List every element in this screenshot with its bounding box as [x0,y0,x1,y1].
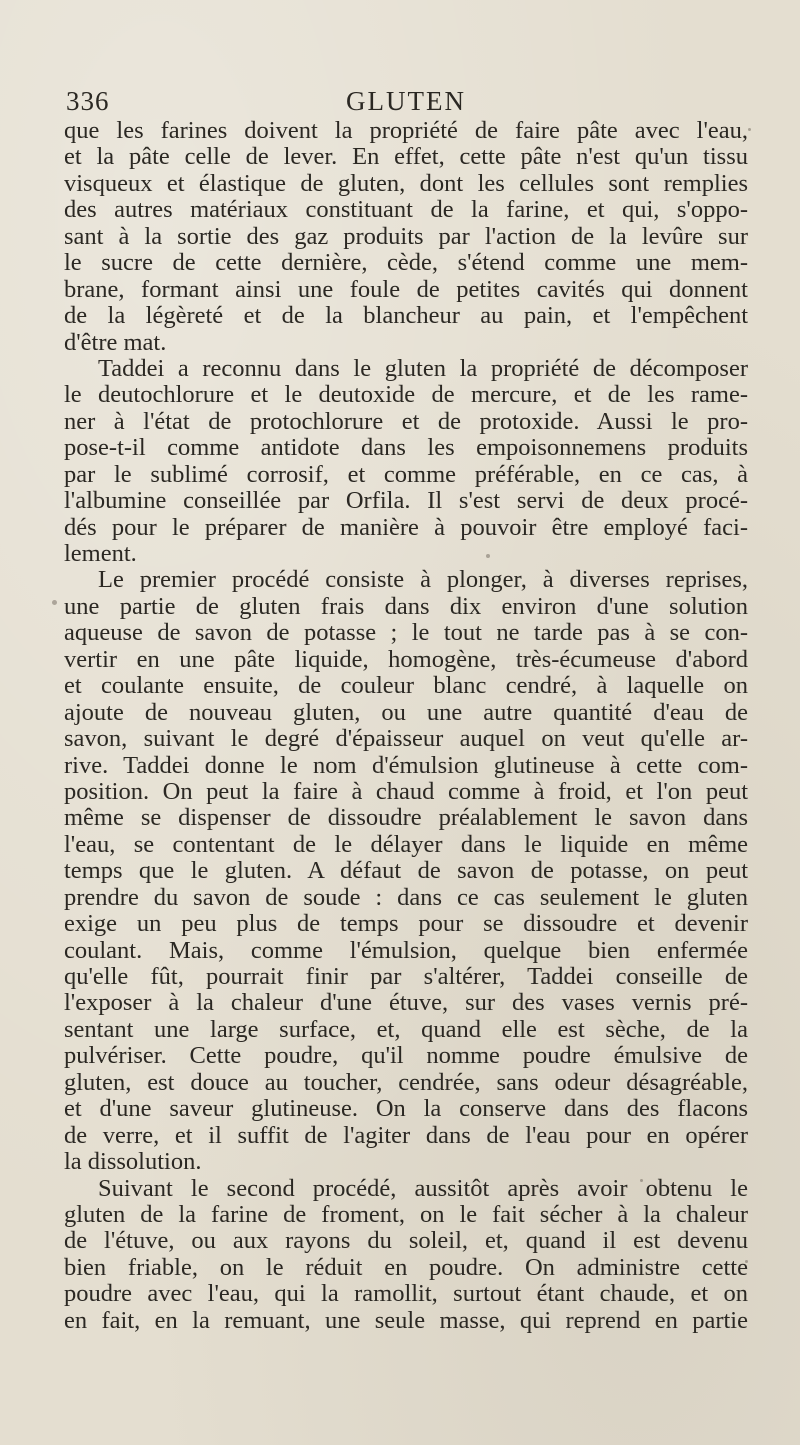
text-line: et d'une saveur glutineuse. On la conserve dans des flacons [64,1095,748,1123]
text-line: aqueuse de savon de potasse ; le tout ne tarde pas à se con- [64,619,748,647]
text-line: gluten, est douce au toucher, cendrée, sans odeur désagréable, [64,1068,748,1096]
text-line: pulvériser. Cette poudre, qu'il nomme poudre émulsive de [64,1042,748,1070]
running-title: GLUTEN [346,86,466,116]
text-line: vertir en une pâte liquide, homogène, très-écumeuse d'abord [64,645,748,673]
text-line: de la légèreté et de la blancheur au pain, et l'empêchent [64,302,748,330]
text-line: sentant une large surface, et, quand elle est sèche, de la [64,1015,748,1043]
paper-speck [640,1179,643,1182]
text-line: ajoute de nouveau gluten, ou une autre quantité d'eau de [64,698,748,726]
text-line: pose-t-il comme antidote dans les empoisonnemens produits [64,434,748,462]
paper-speck [52,600,57,605]
text-line: même se dispenser de dissoudre préalablement le savon dans [64,804,748,832]
text-line: et la pâte celle de lever. En effet, cette pâte n'est qu'un tissu [64,143,748,171]
paper-speck [745,1260,748,1263]
text-line: en fait, en la remuant, une seule masse, qui reprend en partie [64,1306,748,1334]
text-line: temps que le gluten. A défaut de savon de potasse, on peut [64,857,748,885]
text-line: gluten de la farine de froment, on le fait sécher à la chaleur [64,1200,748,1228]
text-line: le sucre de cette dernière, cède, s'étend comme une mem- [64,249,748,277]
text-line: exige un peu plus de temps pour se dissoudre et devenir [64,910,748,938]
paragraph-end-line: d'être mat. [64,328,167,356]
paragraph-start-line: Taddei a reconnu dans le gluten la propriété de décomposer [98,354,748,382]
text-line: prendre du savon de soude : dans ce cas seulement le gluten [64,883,748,911]
text-line: dés pour le préparer de manière à pouvoir être employé faci- [64,513,748,541]
text-line: sant à la sortie des gaz produits par l'action de la levûre sur [64,222,748,250]
text-line: qu'elle fût, pourrait finir par s'altérer, Taddei conseille de [64,963,748,990]
paper-speck [486,554,490,558]
text-line: bien friable, on le réduit en poudre. On administre cette [64,1253,748,1281]
text-line: par le sublimé corrosif, et comme préférable, en ce cas, à [64,460,748,488]
text-line: l'eau, se contentant de le délayer dans le liquide en même [64,830,748,858]
text-line: position. On peut la faire à chaud comme à froid, et l'on peut [64,777,748,805]
paragraph-start-line: Le premier procédé consiste à plonger, à diverses reprises, [98,566,748,594]
text-line: que les farines doivent la propriété de faire pâte avec l'eau, [64,117,748,144]
text-line: des autres matériaux constituant de la farine, et qui, s'oppo- [64,196,748,224]
paper-speck [748,128,751,131]
text-line: visqueux et élastique de gluten, dont les cellules sont remplies [64,169,748,197]
text-line: l'albumine conseillée par Orfila. Il s'est servi de deux procé- [64,487,748,515]
paragraph-end-line: lement. [64,540,137,567]
text-line: le deutochlorure et le deutoxide de mercure, et de les rame- [64,381,748,409]
text-line: savon, suivant le degré d'épaisseur auquel on veut qu'elle ar- [64,725,748,753]
paragraph-end-line: la dissolution. [64,1148,202,1176]
text-line: ner à l'état de protochlorure et de protoxide. Aussi le pro- [64,407,748,435]
paragraph-start-line: Suivant le second procédé, aussitôt après avoir obtenu le [98,1174,748,1202]
text-line: rive. Taddei donne le nom d'émulsion glutineuse à cette com- [64,751,748,779]
text-line: de l'étuve, ou aux rayons du soleil, et, quand il est devenu [64,1227,748,1255]
text-line: une partie de gluten frais dans dix environ d'une solution [64,592,748,620]
body-text [64,118,748,1334]
text-line: de verre, et il suffit de l'agiter dans de l'eau pour en opérer [64,1121,748,1149]
text-line: brane, formant ainsi une foule de petites cavités qui donnent [64,275,748,303]
text-line: poudre avec l'eau, qui la ramollit, surtout étant chaude, et on [64,1280,748,1308]
text-line: et coulante ensuite, de couleur blanc cendré, à laquelle on [64,672,748,700]
running-head [66,86,738,120]
text-line: coulant. Mais, comme l'émulsion, quelque bien enfermée [64,936,748,964]
page-number: 336 [66,86,110,116]
text-line: l'exposer à la chaleur d'une étuve, sur des vases vernis pré- [64,989,748,1017]
